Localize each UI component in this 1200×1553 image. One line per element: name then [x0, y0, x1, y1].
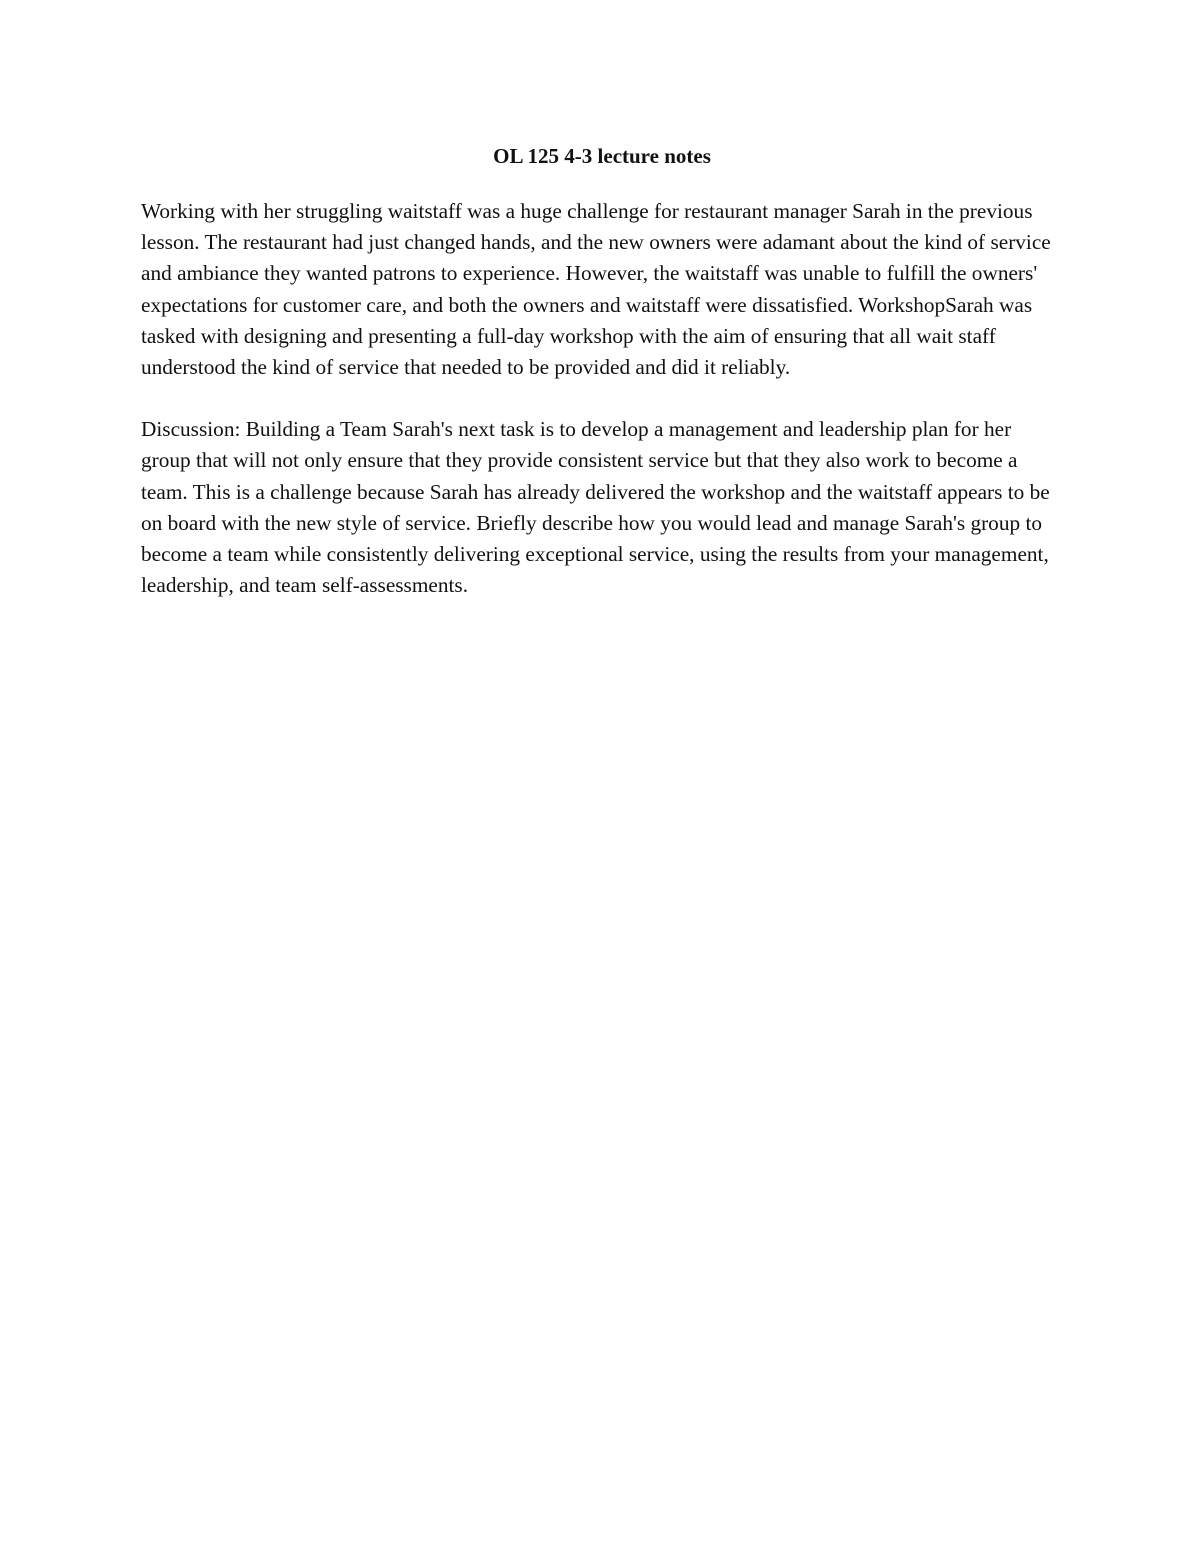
document-title: OL 125 4-3 lecture notes [493, 144, 711, 168]
document-body [141, 138, 1063, 601]
paragraph-discussion: Discussion: Building a Team Sarah's next task is to develop a management and leadership plan for her group that will not only ensure that they provide consistent service but that they also work to become a team. This is a challenge because Sarah has already delivered the workshop and the waitstaff appears to be on board with the new style of service. Briefly describe how you would lead and manage Sarah's group to become a team while consistently delivering exceptional service, using the results from your management, leadership, and team self-assessments. [141, 417, 1050, 598]
paragraph-intro: Working with her struggling waitstaff was a huge challenge for restaurant manager Sarah in the previous lesson. The restaurant had just changed hands, and the new owners were adamant about the kind of service and ambiance they wanted patrons to experience. However, the waitstaff was unable to fulfill the owners' expectations for customer care, and both the owners and waitstaff were dissatisfied. WorkshopSarah was tasked with designing and presenting a full-day workshop with the aim of ensuring that all wait staff understood the kind of service that needed to be provided and did it reliably. [141, 199, 1051, 380]
